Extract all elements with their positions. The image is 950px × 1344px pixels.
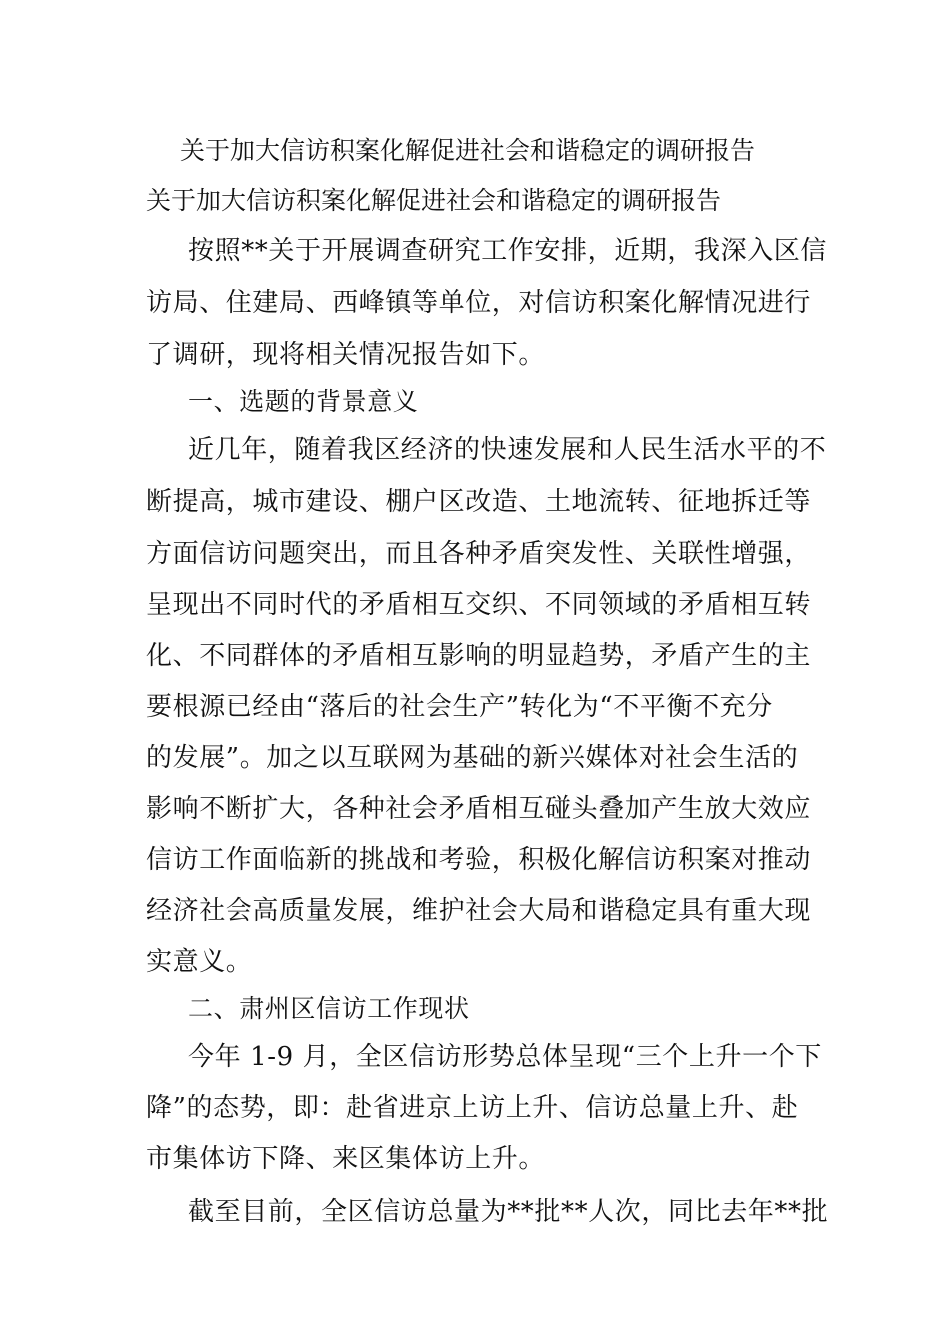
paragraph-line: 要根源已经由“落后的社会生产”转化为“不平衡不充分 [146,692,773,722]
paragraph-line: 降”的态势，即：赴省进京上访上升、信访总量上升、赴 [146,1093,799,1123]
paragraph-line: 了调研，现将相关情况报告如下。 [146,340,546,370]
paragraph-line: 经济社会高质量发展，维护社会大局和谐稳定具有重大现 [146,896,812,926]
paragraph-line: 断提高，城市建设、棚户区改造、土地流转、征地拆迁等 [146,487,812,517]
paragraph-line: 呈现出不同时代的矛盾相互交织、不同领域的矛盾相互转 [146,590,812,620]
paragraph-line: 市集体访下降、来区集体访上升。 [146,1144,546,1174]
paragraph-line: 实意义。 [146,947,253,977]
paragraph-line: 按照**关于开展调查研究工作安排，近期，我深入区信 [188,236,828,266]
paragraph-line: 影响不断扩大，各种社会矛盾相互碰头叠加产生放大效应 [146,794,812,824]
document-title-repeat: 关于加大信访积案化解促进社会和谐稳定的调研报告 [146,186,722,215]
section-heading: 二、肃州区信访工作现状 [188,994,470,1023]
paragraph-line: 今年 1-9 月，全区信访形势总体呈现“三个上升一个下 [188,1042,822,1072]
paragraph-line: 化、不同群体的矛盾相互影响的明显趋势，矛盾产生的主 [146,641,812,671]
paragraph-line: 的发展”。加之以互联网为基础的新兴媒体对社会生活的 [146,743,799,773]
section-heading: 一、选题的背景意义 [188,387,419,416]
paragraph-line: 截至目前，全区信访总量为**批**人次，同比去年**批 [188,1197,829,1227]
paragraph-line: 信访工作面临新的挑战和考验，积极化解信访积案对推动 [146,845,812,875]
paragraph-line: 访局、住建局、西峰镇等单位，对信访积案化解情况进行 [146,288,812,318]
paragraph-line: 近几年，随着我区经济的快速发展和人民生活水平的不 [188,435,827,465]
document-title: 关于加大信访积案化解促进社会和谐稳定的调研报告 [180,136,756,165]
paragraph-line: 方面信访问题突出，而且各种矛盾突发性、关联性增强， [146,539,812,569]
